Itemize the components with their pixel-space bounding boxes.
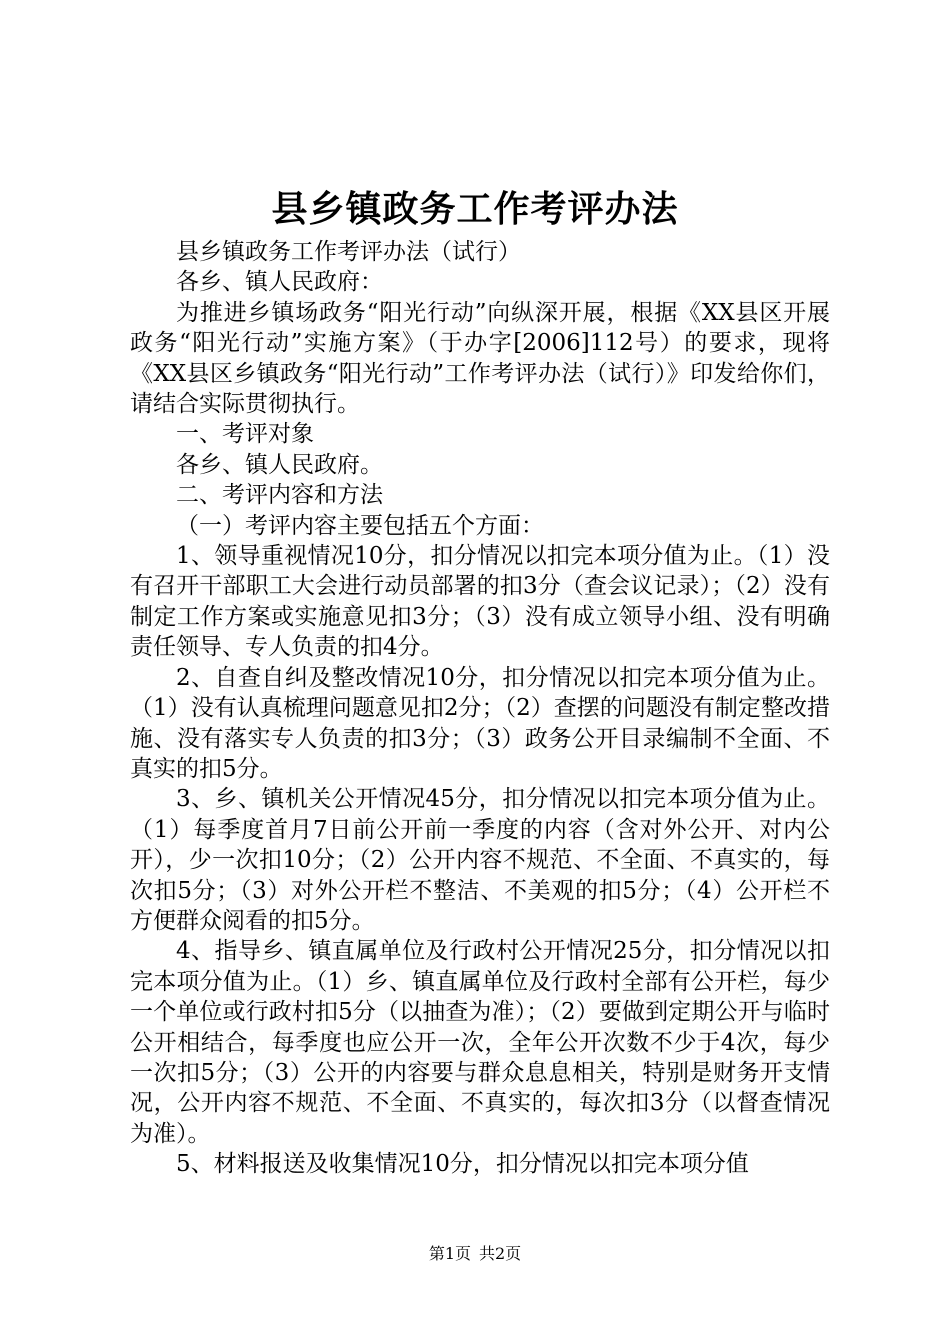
item-paragraph-1: 1、领导重视情况10分，扣分情况以扣完本项分值为止。（1）没有召开干部职工大会进行动员部署的扣3分（查会议记录）；（2）没有制定工作方案或实施意见扣3分；（3）没有成立领导小组、没有明确责任领导、专人负责的扣4分。: [130, 543, 830, 661]
page-total: 共2页: [479, 1244, 522, 1263]
intro-paragraph: 为推进乡镇场政务“阳光行动”向纵深开展，根据《XX县区开展政务“阳光行动”实施方案》（于办字[2006]112号）的要求，现将《XX县区乡镇政务“阳光行动”工作考评办法（试行）》印发给你们，请结合实际贯彻执行。: [130, 299, 830, 418]
subtitle-paragraph: 县乡镇政务工作考评办法（试行）: [176, 239, 521, 265]
item-paragraph-4: 4、指导乡、镇直属单位及行政村公开情况25分，扣分情况以扣完本项分值为止。（1）乡、镇直属单位及行政村全部有公开栏，每少一个单位或行政村扣5分（以抽查为准）；（2）要做到定期公开与临时公开相结合，每季度也应公开一次，全年公开次数不少于4次，每少一次扣5分；（3）公开的内容要与群众息息相关，特别是财务开支情况，公开内容不规范、不全面、不真实的，每次扣3分（以督查情况为准）。: [130, 938, 830, 1147]
page-footer: [0, 1243, 950, 1265]
section-heading-1: 一、考评对象: [176, 421, 314, 448]
body-paragraph: 各乡、镇人民政府。: [176, 451, 383, 478]
section-heading-2: 二、考评内容和方法: [176, 482, 383, 509]
item-paragraph-3: 3、乡、镇机关公开情况45分，扣分情况以扣完本项分值为止。（1）每季度首月7日前公开前一季度的内容（含对外公开、对内公开），少一次扣10分；（2）公开内容不规范、不全面、不真实的，每次扣5分；（3）对外公开栏不整洁、不美观的扣5分；（4）公开栏不方便群众阅看的扣5分。: [130, 786, 830, 934]
subsection-heading: （一）考评内容主要包括五个方面：: [176, 512, 544, 539]
item-paragraph-2: 2、自查自纠及整改情况10分，扣分情况以扣完本项分值为止。（1）没有认真梳理问题意见扣2分；（2）查摆的问题没有制定整改措施、没有落实专人负责的扣3分；（3）政务公开目录编制不全面、不真实的扣5分。: [130, 664, 830, 782]
salutation-paragraph: 各乡、镇人民政府：: [176, 269, 383, 296]
document-body: [130, 237, 830, 1180]
page-number: 第1页: [428, 1244, 471, 1263]
item-paragraph-5: 5、材料报送及收集情况10分，扣分情况以扣完本项分值: [176, 1151, 749, 1178]
document-title: 县乡镇政务工作考评办法: [271, 188, 679, 230]
